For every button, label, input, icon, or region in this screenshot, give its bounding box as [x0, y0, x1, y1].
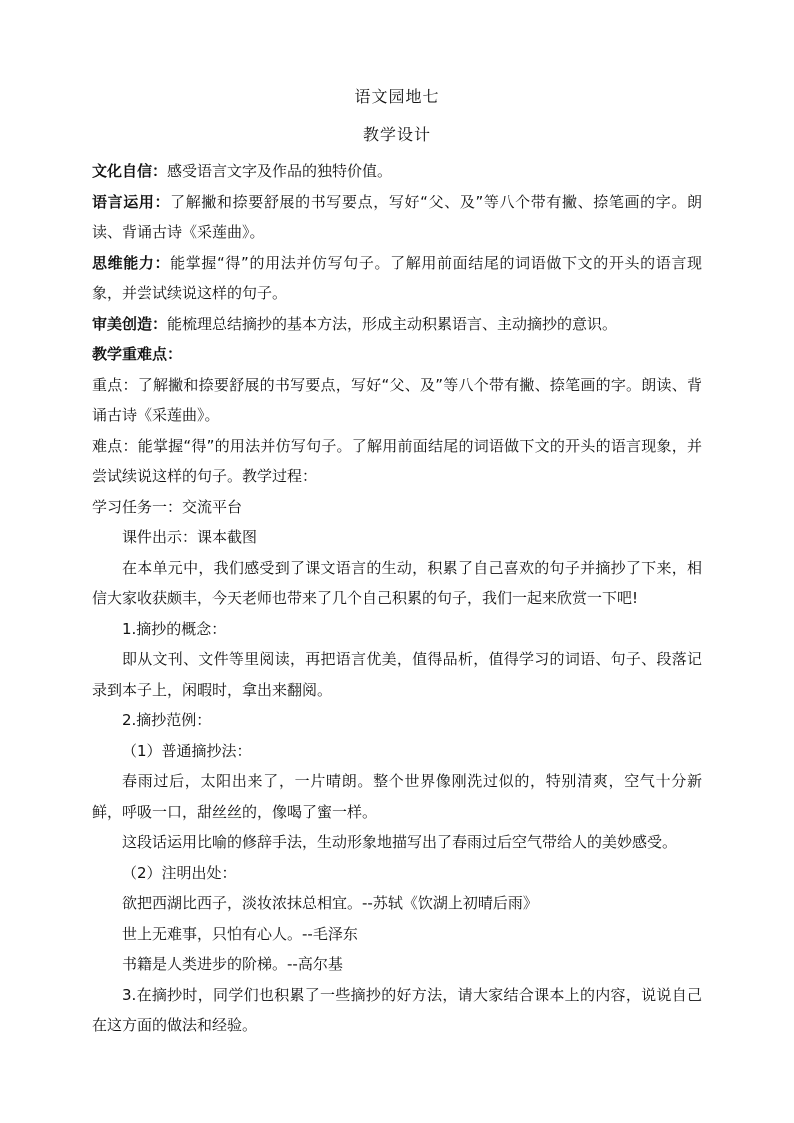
key-difficult-heading: 教学重难点： [92, 345, 183, 363]
goal-text: 感受语言文字及作品的独特价值。 [167, 162, 393, 180]
quote-three: 书籍是人类进步的阶梯。--高尔基 [122, 955, 343, 973]
key-points: 重点：了解撇和捺要舒展的书写要点，写好“父、及”等八个带有撇、捺笔画的字。朗读、背诵古诗《采莲曲》。 [92, 375, 702, 424]
sub-one-heading: （1）普通摘抄法： [122, 741, 252, 760]
difficult-points: 难点：能掌握“得”的用法并仿写句子。了解用前面结尾的词语做下文的开头的语言现象，并尝试续说这样的句子。教学过程： [92, 436, 702, 485]
intro-paragraph: 在本单元中，我们感受到了课文语言的生动，积累了自己喜欢的句子并摘抄了下来，相信大家收获颇丰，今天老师也带来了几个自己积累的句子，我们一起来欣赏一下吧! [92, 558, 702, 607]
document-subtitle: 教学设计 [362, 125, 431, 144]
goal-text: 能掌握“得”的用法并仿写句子。了解用前面结尾的词语做下文的开头的语言现象，并尝试续说这样的句子。 [92, 253, 702, 302]
task-one-heading: 学习任务一：交流平台 [92, 497, 243, 516]
goal-label: 文化自信： [92, 162, 168, 180]
goal-label: 语言运用： [92, 192, 171, 211]
item-two-heading: 2.摘抄范例： [122, 711, 212, 729]
sub-one-example: 春雨过后，太阳出来了，一片晴朗。整个世界像刚洗过似的，特别清爽，空气十分新鲜，呼吸一口，甜丝丝的，像喝了蜜一样。 [92, 772, 702, 821]
item-three-text: 3.在摘抄时，同学们也积累了一些摘抄的好方法，请大家结合课本上的内容，说说自己在这方面的做法和经验。 [92, 985, 702, 1034]
goal-culture [92, 156, 702, 187]
goal-thinking [92, 248, 702, 309]
item-one-heading: 1.摘抄的概念： [122, 619, 227, 638]
item-one-text: 即从文刊、文件等里阅读，再把语言优美，值得品析，值得学习的词语、句子、段落记录到本子上，闲暇时，拿出来翻阅。 [92, 650, 702, 699]
goal-label: 思维能力： [92, 253, 171, 272]
quote-one: 欲把西湖比西子，淡妆浓抹总相宜。--苏轼《饮湖上初晴后雨》 [122, 894, 538, 912]
goal-label: 审美创造： [92, 314, 168, 333]
sub-two-heading: （2）注明出处： [122, 863, 237, 882]
sub-one-note: 这段话运用比喻的修辞手法，生动形象地描写出了春雨过后空气带给人的美妙感受。 [122, 833, 678, 851]
goal-language [92, 187, 702, 248]
goal-aesthetic [92, 309, 702, 340]
goal-text: 了解撇和捺要舒展的书写要点，写好“父、及”等八个带有撇、捺笔画的字。朗读、背诵古诗《采莲曲》。 [92, 192, 702, 241]
goal-text: 能梳理总结摘抄的基本方法，形成主动积累语言、主动摘抄的意识。 [167, 314, 618, 333]
document-title: 语文园地七 [354, 87, 440, 106]
quote-two: 世上无难事，只怕有心人。--毛泽东 [122, 924, 358, 943]
courseware-note: 课件出示：课本截图 [122, 528, 258, 546]
